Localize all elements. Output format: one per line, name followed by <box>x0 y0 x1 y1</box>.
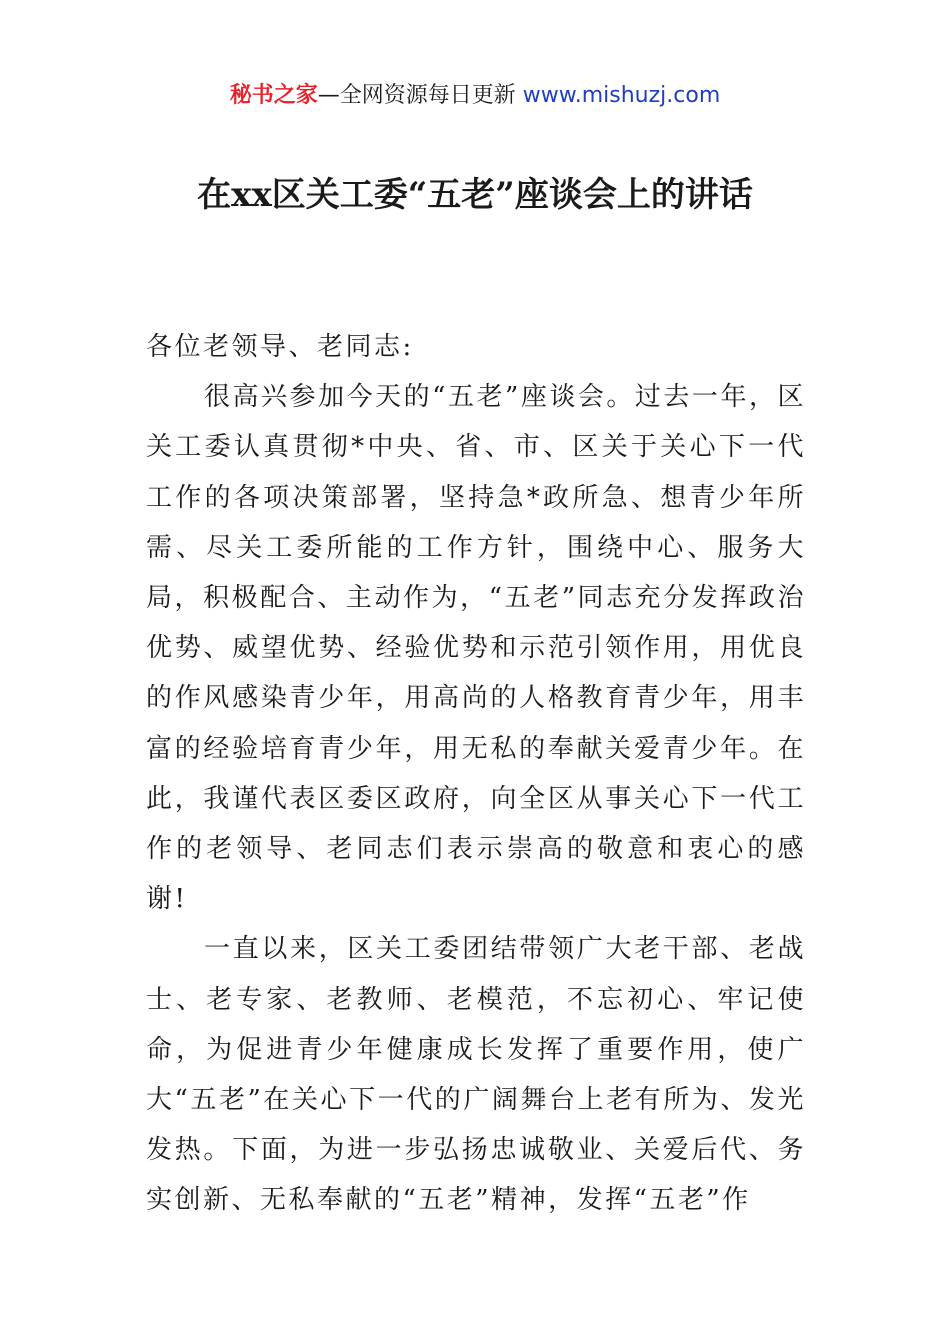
paragraph: 很高兴参加今天的“五老”座谈会。过去一年，区关工委认真贯彻*中央、省、市、区关于关心下一代工作的各项决策部署，坚持急*政所急、想青少年所需、尽关工委所能的工作方针，围绕中心、服务大局，积极配合、主动作为，“五老”同志充分发挥政治优势、威望优势、经验优势和示范引领作用，用优良的作风感染青少年，用高尚的人格教育青少年，用丰富的经验培育青少年，用无私的奉献关爱青少年。在此，我谨代表区委区政府，向全区从事关心下一代工作的老领导、老同志们表示崇高的敬意和衷心的感谢! <box>146 382 806 915</box>
banner-tagline: —全网资源每日更新 <box>317 83 523 108</box>
site-banner <box>0 80 950 112</box>
banner-url-link[interactable]: www.mishuzj.com <box>522 83 721 108</box>
document-title: 在xx区关工委“五老”座谈会上的讲话 <box>197 175 753 215</box>
salutation: 各位老领导、老同志: <box>146 332 414 362</box>
document-body <box>146 322 806 1226</box>
banner-brand: 秘书之家 <box>229 83 318 108</box>
paragraph: 一直以来，区关工委团结带领广大老干部、老战士、老专家、老教师、老模范，不忘初心、牢记使命，为促进青少年健康成长发挥了重要作用，使广大“五老”在关心下一代的广阔舞台上老有所为、发光发热。下面，为进一步弘扬忠诚敬业、关爱后代、务实创新、无私奉献的“五老”精神，发挥“五老”作 <box>146 934 806 1216</box>
